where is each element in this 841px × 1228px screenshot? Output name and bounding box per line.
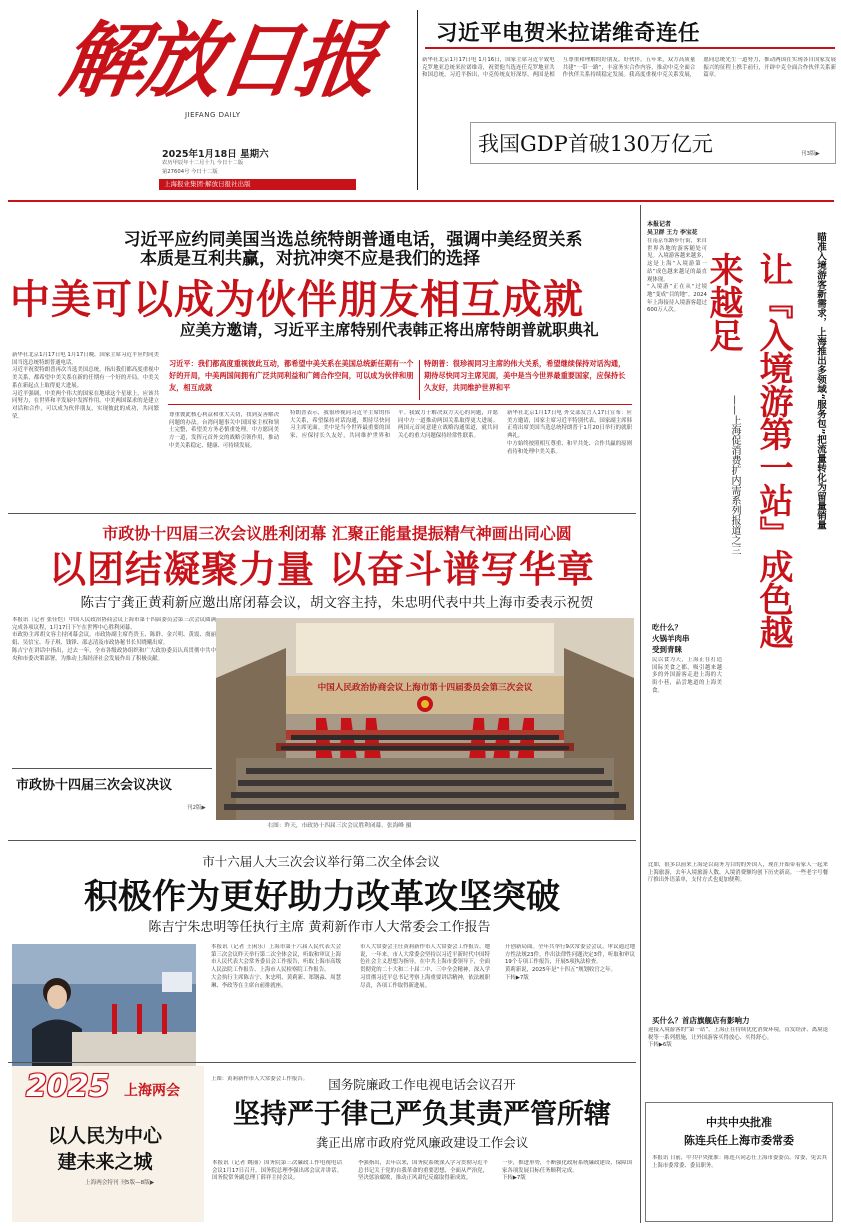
cppcc-title[interactable]: 以团结凝聚力量 以奋斗谱写华章: [49, 548, 595, 591]
npc-col-3: 开创新局面。全年共举行9次常委会会议，审议通过地方性法规23件，作出法律性问题决定3件，听取和审议19个专项工作报告，开展5项执法检查。 黄莉新说，2025年是“十四五”规划收官之年。 下转▶7版: [505, 944, 635, 981]
newspaper-logo: 解放日报: [55, 13, 381, 109]
npc-photo-caption: 上图：黄莉新作市人大常委会工作报告。: [211, 1076, 309, 1082]
lead-title[interactable]: 中美可以成为伙伴朋友相互成就: [10, 277, 584, 323]
state-council-title[interactable]: 坚持严于律己严负其责严管所辖: [233, 1099, 611, 1130]
rc-subhead-1: 吃什么？: [652, 623, 682, 632]
headline-top-body: 新华社北京1月17日电 1月16日，国家主席习近平致电克罗地亚总统米拉诺维奇，祝贺他当选连任克罗地亚共和国总统。习近平指出，中克传统友好深厚，两国是相互尊重和理解的好朋友、好伙伴。五年来，双方高质量共建“一带一路”，丰富务实合作内容，推动中克全面合作伙伴关系持续稳定发展。我高度重视中克关系发展，愿同总统先生一道努力，推动两国在实现各自国家发展振兴的征程上携手前行，开辟中克全面合作伙伴关系新篇章。: [422, 57, 836, 79]
two-sessions-ref[interactable]: 上海两会特刊 刊5版—8版▶: [85, 1180, 155, 1186]
npc-title[interactable]: 积极作为更好助力改革攻坚突破: [84, 877, 560, 917]
rc-body-4: 迎接入境游客的“第一站”，上海正在持续优化消费环境，首发经济、离境退税等一系列措施，让外国游客买得放心、买得舒心。 下转▶6版: [648, 1027, 828, 1049]
state-council-kicker: 国务院廉政工作电视电话会议召开: [328, 1077, 516, 1092]
rc-subhead-1c: 受到青睐: [652, 645, 682, 654]
two-sessions-label: 上海两会: [124, 1083, 180, 1099]
two-sessions-year: 2025: [26, 1069, 110, 1104]
state-council-col-1: 本报讯（记者 姚丽）国务院第三次廉政工作电视电话会议1月17日召开。国务院总理李强出席会议并讲话。国务院常务副总理丁薛祥主持会议。: [212, 1160, 342, 1182]
lead-subtitle: 应美方邀请，习近平主席特别代表韩正将出席特朗普就职典礼: [180, 320, 599, 339]
issue-number: 第27604号 今日十二版: [162, 169, 218, 175]
rc-kicker: 瞄准入境游客新需求，上海推出多领域“服务包”把流量转化为留量销量: [815, 232, 826, 530]
rc-body-3: 比如，很多以前来上海是以商务为目的的外国人，现在开始带着家人一起来上海旅游，去年入境旅游人数、入境消费额均创下历史新高。一些老字号餐厅推出外语菜单，支付方式也更加便利。: [648, 862, 828, 884]
rc-subhead-2: 买什么？首店旗舰店有影响力: [652, 1016, 750, 1025]
state-council-col-2: 李强指出，去年以来，国务院系统深入学习贯彻习近平总书记关于党的自我革命的重要思想，全面从严治党，坚决惩治腐败，推动正风肃纪反腐取得新成效。: [358, 1160, 488, 1182]
cppcc-subtitle: 陈吉宁龚正黄莉新应邀出席闭幕会议，胡文容主持，朱忠明代表中共上海市委表示祝贺: [80, 595, 594, 611]
lead-col-2: 尊重彼此核心利益和重大关切，找到妥善解决问题的办法。台湾问题事关中国国家主权和领土完整，希望美方务必慎重处理。中方愿同美方一道，发挥元首外交的战略引领作用，推动中美关系稳定、健康、可持续发展。: [169, 412, 279, 449]
headline-top-title[interactable]: 习近平电贺米拉诺维奇连任: [436, 21, 701, 46]
rc-brief-title-1[interactable]: 中共中央批准: [706, 1116, 772, 1129]
rc-title[interactable]: 让『入境游第一站』成色越来越足: [703, 252, 793, 648]
rc-series: ——上海促消费扩内需系列报道之三: [729, 395, 740, 555]
rc-authors: 吴卫群 王力 李宝花: [647, 230, 698, 236]
lead-quote-xi: 习近平：我们都高度重视彼此互动，都希望中美关系在美国总统新任期有一个好的开局，中美两国间拥有广泛共同利益和广阔合作空间，可以成为伙伴和朋友，相互成就: [169, 359, 414, 392]
rc-subhead-1b: 火锅羊肉串: [652, 634, 690, 643]
npc-col-2: 市人大常委会主任黄莉新作市人大常委会工作报告。她说，一年来，市人大常委会坚持以习近平新时代中国特色社会主义思想为指导，在中共上海市委领导下，全面贯彻党的二十大和二十届二中、三中全会精神，深入学习贯彻习近平总书记考察上海重要讲话精神，依法履职尽责，各项工作取得新进展。: [360, 944, 490, 989]
rc-body-1: 在南京东路步行街，来自世界各地的游客随处可见。入境游客越来越多，这是上海“入境游第一站”成色越来越足的最直观体现。 “入境游”正在从“过境地”变成“目的地”。2024年上海接待入境游客超过600万人次。: [647, 238, 707, 314]
gdp-page-ref[interactable]: 刊3版▶: [801, 151, 820, 157]
cppcc-body: 本报讯（记者 张佳恺）中国人民政治协商会议上海市第十四届委员会第三次会议圆满完成各项议程，1月17日下午在世博中心胜利闭幕。 市政协主席胡文容主持闭幕会议。市政协副主席肖贵玉、陈群、金兴明、黄震、虞丽娟、吴信宝、寿子琪、钱锋、邵志清及市政协秘书长贝晓曦出席。 陈吉宁在讲话中指出，过去一年，全市各级政协组织和广大政协委员认真贯彻中共中央和市委决策部署，为推动上海经济社会发展作出了积极贡献。: [12, 617, 216, 662]
lead-col-3: 特朗普表示，我很珍视同习近平主席的伟大关系，希望保持对话沟通，期待尽快同习主席见面。美中是当今世界最重要的国家，应保持长久友好，共同维护世界和平。我致力于解决双方关心的问题，并愿同中方一道推动两国关系取得更大进展。两国元首同意建立战略沟通渠道，就共同关心的重大问题保持经常性联系。: [290, 410, 498, 440]
npc-col-1: 本报讯（记者 王闲乐）上海市第十六届人民代表大会第三次会议昨天举行第二次全体会议，听取和审议上海市人民代表大会常务委员会工作报告，听取上海市高级人民法院工作报告、上海市人民检察院工作报告。 大会执行主席陈吉宁、朱忠明、黄莉新、郑钢淼、周慧琳、李政等在主席台前排就座。: [211, 944, 341, 989]
lead-col-4: 新华社北京1月17日电 外交部发言人17日宣布：应美方邀请，国家主席习近平特别代表、国家副主席韩正将出席美国当选总统特朗普于1月20日举行的就职典礼。 中方始终按照相互尊重、和平共处、合作共赢的原则看待和处理中美关系。: [507, 410, 632, 455]
resolution-page-ref[interactable]: 刊2版▶: [187, 805, 206, 811]
rc-body-2: 民以食为天，上海正在打造国际美食之都，吸引越来越多的外国游客走进上海的大街小巷，品尝地道的上海美食。: [652, 657, 722, 694]
rc-brief-title-2[interactable]: 陈连兵任上海市委常委: [684, 1134, 794, 1147]
npc-subtitle: 陈吉宁朱忠明等任执行主席 黄莉新作市人大常委会工作报告: [148, 920, 491, 935]
gdp-headline[interactable]: 我国GDP首破130万亿元: [478, 132, 713, 156]
newspaper-logo-en: JIEFANG DAILY: [185, 111, 241, 119]
two-sessions-title-2[interactable]: 建未来之城: [57, 1151, 153, 1173]
cppcc-photo-caption: 右图：昨天，市政协十四届三次会议胜利闭幕。张海峰 摄: [267, 823, 412, 829]
lead-quote-trump: 特朗普：很珍视同习主席的伟大关系，希望继续保持对话沟通，期待尽快同习主席见面，美中是当今世界最重要国家，应保持长久友好，共同维护世界和平: [424, 359, 626, 392]
stage-banner: 中国人民政治协商会议上海市第十四届委员会第三次会议: [317, 683, 533, 693]
cppcc-kicker: 市政协十四届三次会议胜利闭幕 汇聚正能量提振精气神画出同心圆: [102, 524, 572, 543]
state-council-col-3: 一步，推进形势，不断强化政府系统廉政建设，保障国家各项发展目标任务顺利完成。 下转▶7版: [502, 1160, 632, 1182]
lead-col-1: 新华社北京1月17日电 1月17日晚，国家主席习近平应约同美国当选总统特朗普通电话。 习近平祝贺特朗普再次当选美国总统，指出我们都高度重视中美关系，都希望中美关系在新的任期有一个好的开局。中美关系在新起点上取得更大进展。 习近平强调，中美两个伟大的国家在地球这个星球上，应该共同努力，在世界和平发展中发挥作用，中美两国谋求的是建立对话和合作，可以成为伙伴朋友，实现彼此的成功，共同繁荣。: [12, 352, 159, 420]
lunar-date: 农历甲辰年十二月十九 今日十二版: [162, 160, 244, 166]
issue-date: 2025年1月18日 星期六: [162, 149, 269, 160]
publisher-bar: 上海报业集团·解放日报社出版: [159, 179, 356, 190]
two-sessions-title-1[interactable]: 以人民为中心: [47, 1125, 162, 1147]
npc-speaker-photo: [12, 944, 196, 1066]
resolution-title[interactable]: 市政协十四届三次会议决议: [16, 778, 173, 793]
lead-kicker-2: 本质是互利共赢，对抗冲突不应是我们的选择: [140, 249, 480, 269]
cppcc-meeting-photo: [216, 618, 634, 820]
state-council-subtitle: 龚正出席市政府党风廉政建设工作会议: [315, 1135, 529, 1150]
rc-brief-body: 本报讯 日前，中共中央批准：陈连兵同志任上海市委委员、常委，免去其上海市委常委、委员职务。: [652, 1155, 827, 1169]
rc-authors-head: 本报记者: [647, 221, 672, 228]
npc-kicker: 市十六届人大三次会议举行第二次全体会议: [202, 854, 440, 869]
lead-kicker-1: 习近平应约同美国当选总统特朗普通电话，强调中美经贸关系: [123, 230, 583, 250]
